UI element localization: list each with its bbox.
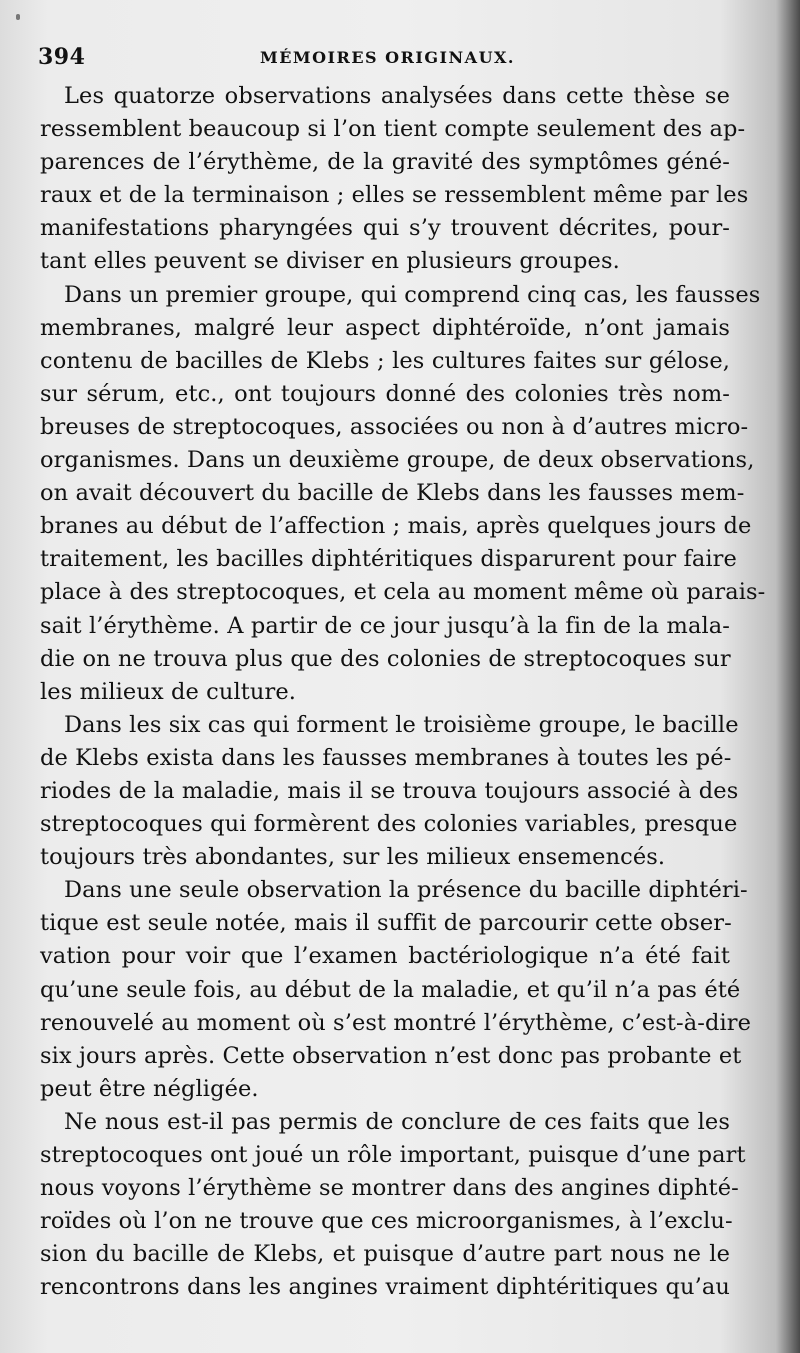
running-head: MÉMOIRES ORIGINAUX. <box>260 48 515 67</box>
text-line: traitement, les bacilles diphtéritiques disparurent pour faire <box>40 546 737 573</box>
text-line: parences de l’érythème, de la gravité des symptômes géné- <box>40 149 730 176</box>
page-edge-mark <box>16 14 20 20</box>
body-text <box>40 80 766 1304</box>
text-line: raux et de la terminaison ; elles se ressemblent même par les <box>40 182 749 209</box>
text-line: sur sérum, etc., ont toujours donné des colonies très nom- <box>40 380 730 407</box>
text-line: membranes, malgré leur aspect diphtéroïde, n’ont jamais <box>40 314 730 341</box>
text-line: vation pour voir que l’examen bactériologique n’a été fait <box>40 943 730 970</box>
text-line: streptocoques ont joué un rôle important, puisque d’une part <box>40 1142 746 1168</box>
text-line: riodes de la maladie, mais il se trouva toujours associé à des <box>40 777 739 804</box>
text-line: qu’une seule fois, au début de la maladie, et qu’il n’a pas été <box>40 976 741 1003</box>
text-line: Dans une seule observation la présence du bacille diphtéri- <box>64 877 748 904</box>
text-line: organismes. Dans un deuxième groupe, de deux observations, <box>40 447 755 474</box>
text-line: peut être négligée. <box>40 1075 259 1102</box>
text-line: rencontrons dans les angines vraiment diphtéritiques qu’au <box>40 1274 730 1301</box>
text-line: sait l’érythème. A partir de ce jour jusqu’à la fin de la mala- <box>40 612 730 639</box>
text-line: ressemblent beaucoup si l’on tient compte seulement des ap- <box>40 116 746 143</box>
text-line: les milieux de culture. <box>40 678 296 705</box>
text-line: contenu de bacilles de Klebs ; les cultures faites sur gélose, <box>40 347 730 374</box>
text-line: six jours après. Cette observation n’est donc pas probante et <box>40 1042 742 1069</box>
text-line: renouvelé au moment où s’est montré l’érythème, c’est-à-dire <box>40 1009 752 1036</box>
text-line: tant elles peuvent se diviser en plusieurs groupes. <box>40 248 620 275</box>
text-line: die on ne trouva plus que des colonies de streptocoques sur <box>40 645 731 672</box>
text-line: streptocoques qui formèrent des colonies variables, presque <box>40 811 738 838</box>
text-line: Dans un premier groupe, qui comprend cinq cas, les fausses <box>64 281 761 308</box>
text-line: tique est seule notée, mais il suffit de parcourir cette obser- <box>40 910 732 937</box>
text-line: toujours très abondantes, sur les milieux ensemencés. <box>40 844 666 871</box>
text-line: Ne nous est-il pas permis de conclure de ces faits que les <box>64 1108 730 1135</box>
text-line: branes au début de l’affection ; mais, après quelques jours de <box>40 513 752 540</box>
text-line: roïdes où l’on ne trouve que ces microorganismes, à l’exclu- <box>40 1208 733 1235</box>
text-line: Les quatorze observations analysées dans cette thèse se <box>64 83 730 109</box>
text-line: de Klebs exista dans les fausses membranes à toutes les pé- <box>40 744 732 771</box>
page-header <box>38 44 738 74</box>
text-line: breuses de streptocoques, associées ou non à d’autres micro- <box>40 413 749 440</box>
text-line: Dans les six cas qui forment le troisième groupe, le bacille <box>64 711 739 738</box>
text-line: place à des streptocoques, et cela au moment même où parais- <box>40 579 766 606</box>
page-number: 394 <box>38 44 86 70</box>
text-line: nous voyons l’érythème se montrer dans des angines diphté- <box>40 1175 739 1202</box>
text-line: manifestations pharyngées qui s’y trouvent décrites, pour- <box>40 215 730 242</box>
text-line: sion du bacille de Klebs, et puisque d’autre part nous ne le <box>40 1241 730 1268</box>
text-line: on avait découvert du bacille de Klebs dans les fausses mem- <box>40 480 745 507</box>
